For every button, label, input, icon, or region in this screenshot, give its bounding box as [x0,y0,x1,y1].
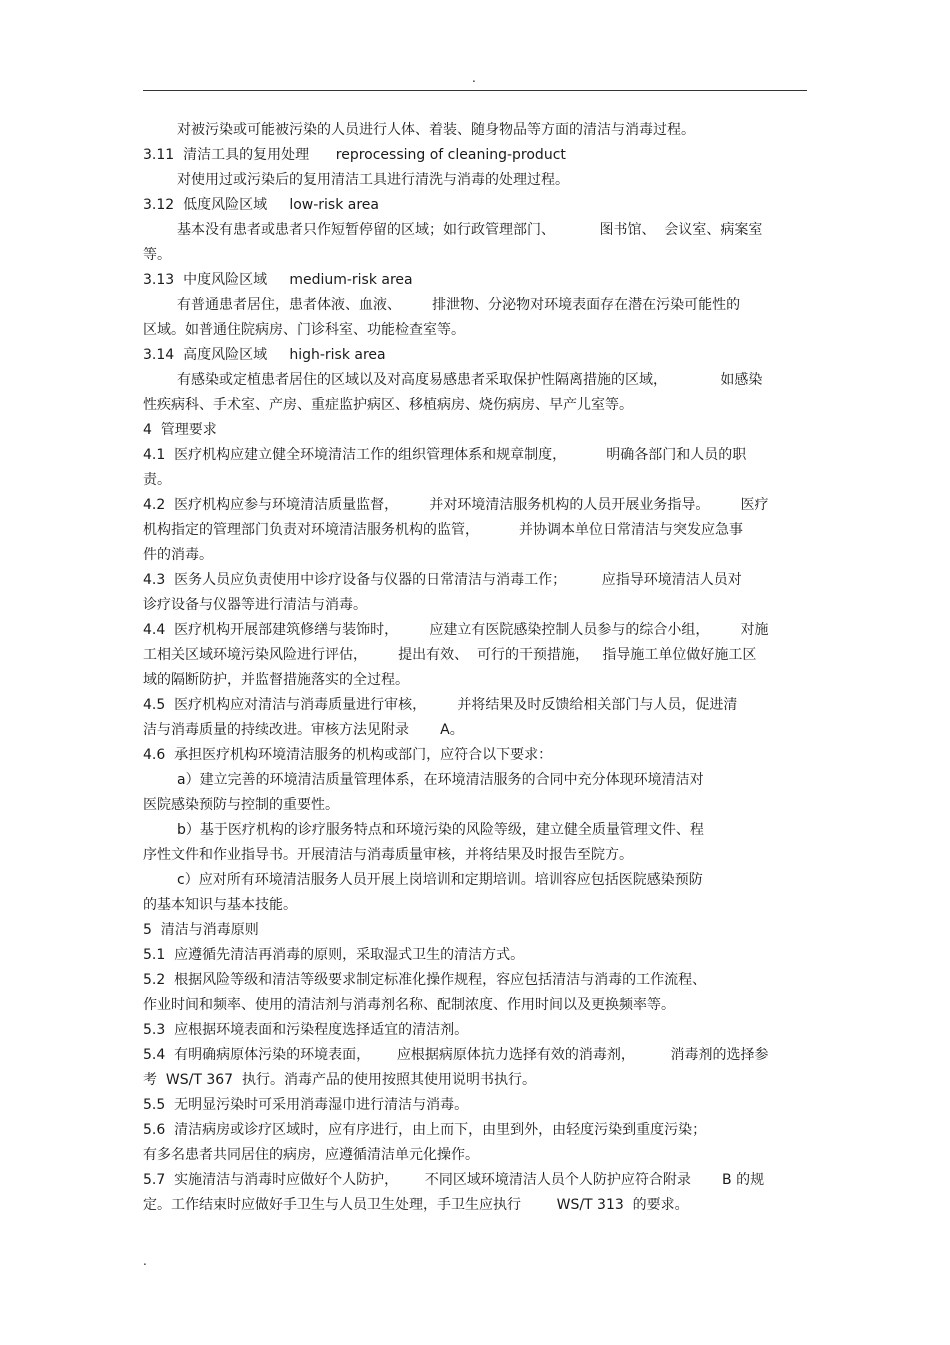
section-heading: 3.11 清洁工具的复用处理 reprocessing of cleaning-product [143,147,566,163]
text-line: 医院感染预防与控制的重要性。 [143,797,339,813]
list-item: b）基于医疗机构的诊疗服务特点和环境污染的风险等级，建立健全质量管理文件、程 [177,822,704,838]
text-line: 对被污染或可能被污染的人员进行人体、着装、随身物品等方面的清洁与消毒过程。 [177,122,695,138]
text-line: 有普通患者居住，患者体液、血液、 排泄物、分泌物对环境表面存在潜在污染可能性的 [177,297,741,313]
text-line: 域的隔断防护，并监督措施落实的全过程。 [143,672,409,688]
text-line: 责。 [143,472,171,488]
header-mark: . [472,71,476,85]
text-line: 有感染或定植患者居住的区域以及对高度易感患者采取保护性隔离措施的区域， 如感染 [177,372,763,388]
text-line: 5.7 实施清洁与消毒时应做好个人防护， 不同区域环境清洁人员个人防护应符合附录 B 的规 [143,1172,765,1188]
text-line: 4.6 承担医疗机构环境清洁服务的机构或部门，应符合以下要求： [143,747,553,763]
text-line: 序性文件和作业指导书。开展清洁与消毒质量审核，并将结果及时报告至院方。 [143,847,633,863]
text-line: 5.5 无明显污染时可采用消毒湿巾进行清洁与消毒。 [143,1097,469,1113]
text-line: 4.1 医疗机构应建立健全环境清洁工作的组织管理体系和规章制度， 明确各部门和人员的职 [143,447,747,463]
text-line: 4.5 医疗机构应对清洁与消毒质量进行审核， 并将结果及时反馈给相关部门与人员，促进清 [143,697,738,713]
list-item: c）应对所有环境清洁服务人员开展上岗培训和定期培训。培训容应包括医院感染预防 [177,872,703,888]
text-line: 等。 [143,247,171,263]
chapter-heading: 4 管理要求 [143,422,217,438]
text-line: 基本没有患者或患者只作短暂停留的区域；如行政管理部门、 图书馆、 会议室、病案室 [177,222,763,238]
text-line: 5.6 清洁病房或诊疗区域时，应有序进行，由上而下，由里到外，由轻度污染到重度污染； [143,1122,707,1138]
text-line: 4.2 医疗机构应参与环境清洁质量监督， 并对环境清洁服务机构的人员开展业务指导。 医疗 [143,497,769,513]
text-line: 工相关区域环境污染风险进行评估， 提出有效、 可行的干预措施， 指导施工单位做好施工区 [143,647,757,663]
text-line: 有多名患者共同居住的病房，应遵循清洁单元化操作。 [143,1147,479,1163]
text-line: 5.4 有明确病原体污染的环境表面， 应根据病原体抗力选择有效的消毒剂， 消毒剂的选择参 [143,1047,769,1063]
section-heading: 3.14 高度风险区域 high-risk area [143,347,386,363]
text-line: 区域。如普通住院病房、门诊科室、功能检查室等。 [143,322,465,338]
text-line: 4.3 医务人员应负责使用中诊疗设备与仪器的日常清洁与消毒工作； 应指导环境清洁人员对 [143,572,742,588]
text-line: 件的消毒。 [143,547,213,563]
text-line: 作业时间和频率、使用的清洁剂与消毒剂名称、配制浓度、作用时间以及更换频率等。 [143,997,675,1013]
text-line: 机构指定的管理部门负责对环境清洁服务机构的监管， 并协调本单位日常清洁与突发应急事 [143,522,744,538]
text-line: 诊疗设备与仪器等进行清洁与消毒。 [143,597,367,613]
text-line: 洁与消毒质量的持续改进。审核方法见附录 A。 [143,722,464,738]
footer-mark: . [143,1254,147,1268]
section-heading: 3.12 低度风险区域 low-risk area [143,197,379,213]
text-line: 5.1 应遵循先清洁再消毒的原则，采取湿式卫生的清洁方式。 [143,947,525,963]
text-line: 5.3 应根据环境表面和污染程度选择适宜的清洁剂。 [143,1022,469,1038]
header-rule [143,90,807,91]
chapter-heading: 5 清洁与消毒原则 [143,922,259,938]
list-item: a）建立完善的环境清洁质量管理体系，在环境清洁服务的合同中充分体现环境清洁对 [177,772,704,788]
text-line: 定。工作结束时应做好手卫生与人员卫生处理，手卫生应执行 WS/T 313 的要求。 [143,1197,689,1213]
text-line: 4.4 医疗机构开展部建筑修缮与装饰时， 应建立有医院感染控制人员参与的综合小组， 对施 [143,622,769,638]
text-line: 对使用过或污染后的复用清洁工具进行清洗与消毒的处理过程。 [177,172,569,188]
section-heading: 3.13 中度风险区域 medium-risk area [143,272,413,288]
text-line: 的基本知识与基本技能。 [143,897,297,913]
text-line: 5.2 根据风险等级和清洁等级要求制定标准化操作规程，容应包括清洁与消毒的工作流程、 [143,972,707,988]
text-line: 性疾病科、手术室、产房、重症监护病区、移植病房、烧伤病房、早产儿室等。 [143,397,633,413]
text-line: 考 WS/T 367 执行。消毒产品的使用按照其使用说明书执行。 [143,1072,536,1088]
